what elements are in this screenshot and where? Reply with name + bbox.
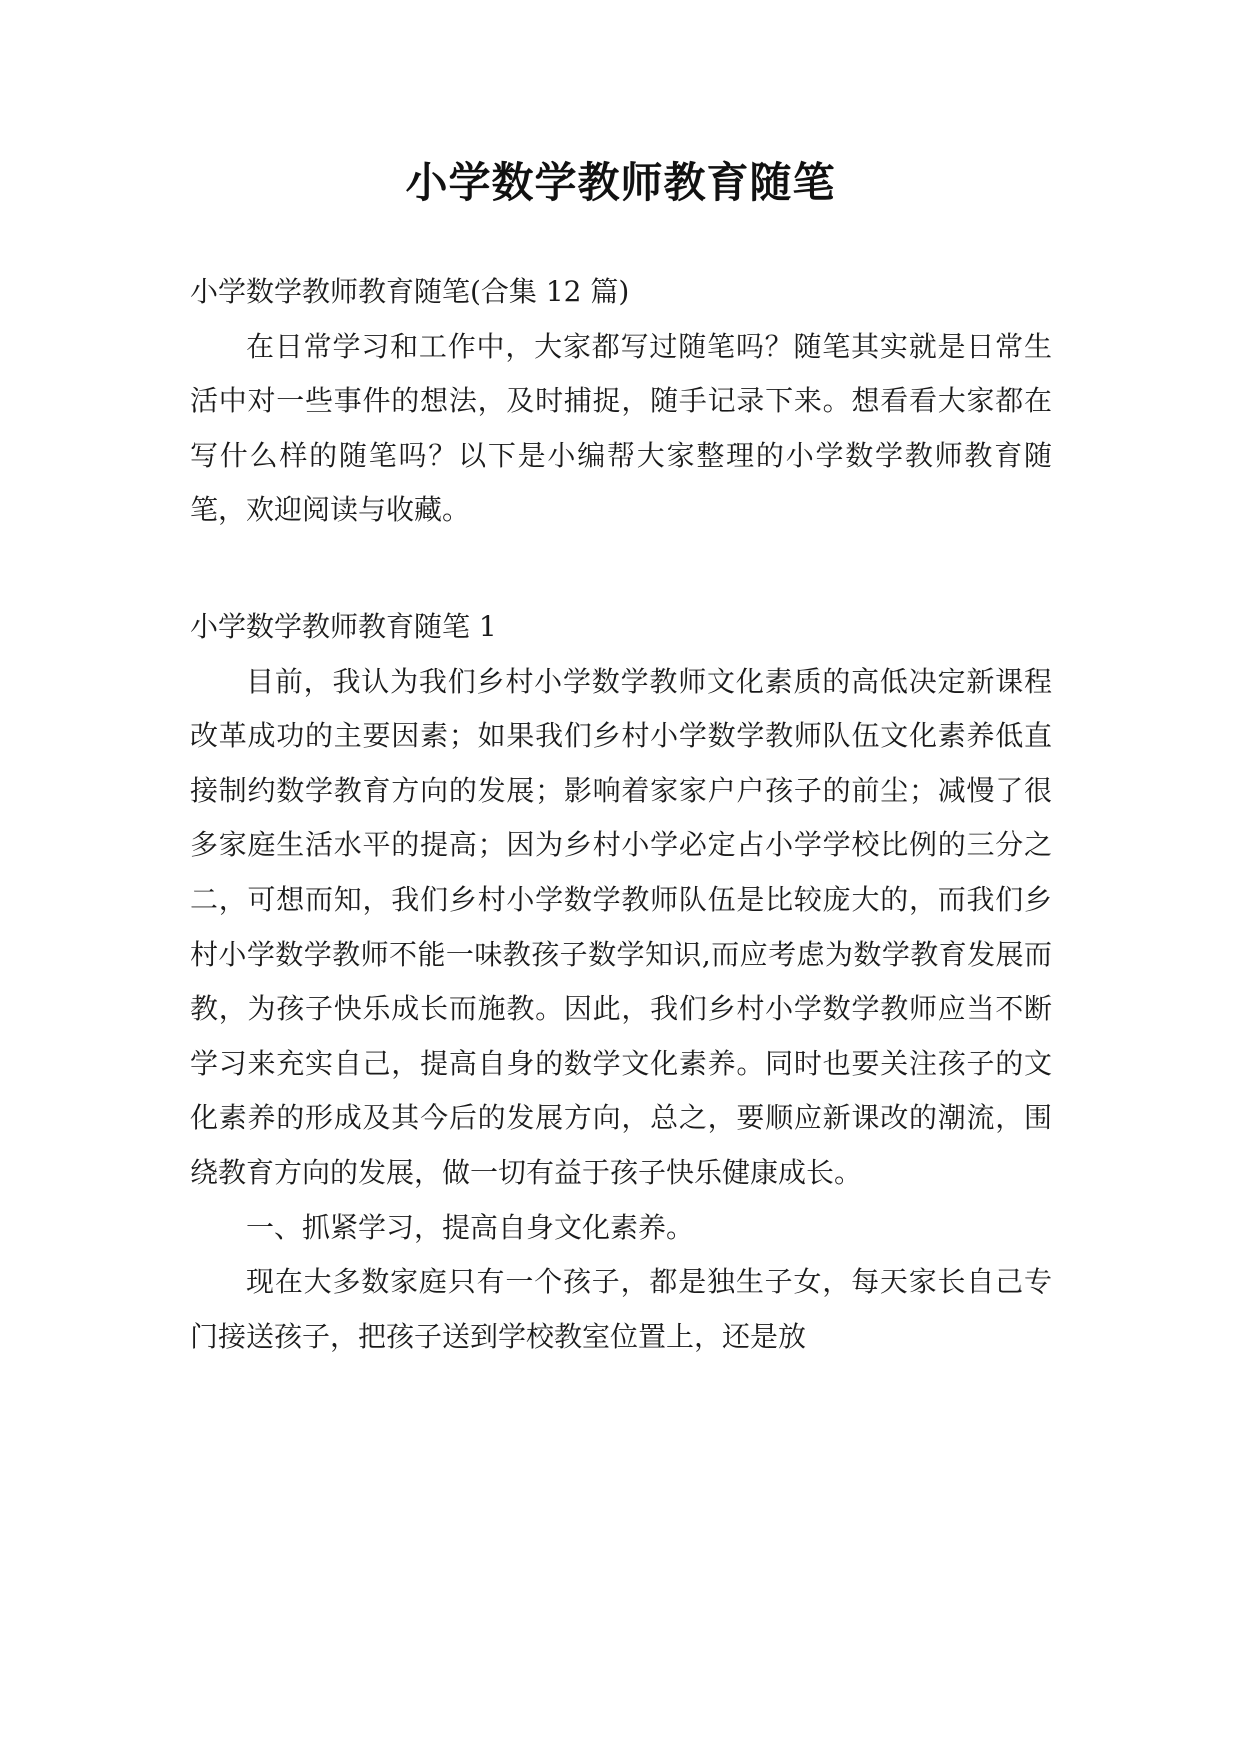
collection-heading: 小学数学教师教育随笔(合集 12 篇) [190, 275, 630, 308]
document-title: 小学数学教师教育随笔 [405, 158, 836, 207]
section-1-subheading: 一、抓紧学习，提高自身文化素养。 [246, 1210, 695, 1244]
section-1-heading: 小学数学教师教育随笔 1 [190, 609, 497, 643]
section-spacer [190, 538, 1052, 600]
section-1-paragraph-2: 现在大多数家庭只有一个孩子，都是独生子女，每天家长自己专门接送孩子，把孩子送到学校教室位置上，还是放 [190, 1265, 1052, 1353]
document-body [190, 265, 1052, 1364]
section-1-paragraph-1: 目前，我认为我们乡村小学数学教师文化素质的高低决定新课程改革成功的主要因素；如果我们乡村小学数学教师队伍文化素养低直接制约数学教育方向的发展；影响着家家户户孩子的前尘；减慢了很多家庭生活水平的提高；因为乡村小学必定占小学学校比例的三分之二，可想而知，我们乡村小学数学教师队伍是比较庞大的，而我们乡村小学数学教师不能一味教孩子数学知识,而应考虑为数学教育发展而教，为孩子快乐成长而施教。因此，我们乡村小学数学教师应当不断学习来充实自己，提高自身的数学文化素养。同时也要关注孩子的文化素养的形成及其今后的发展方向，总之，要顺应新课改的潮流，围绕教育方向的发展，做一切有益于孩子快乐健康成长。 [190, 664, 1052, 1189]
intro-paragraph: 在日常学习和工作中，大家都写过随笔吗？随笔其实就是日常生活中对一些事件的想法，及时捕捉，随手记录下来。想看看大家都在写什么样的随笔吗？以下是小编帮大家整理的小学数学教师教育随笔，欢迎阅读与收藏。 [190, 329, 1052, 527]
